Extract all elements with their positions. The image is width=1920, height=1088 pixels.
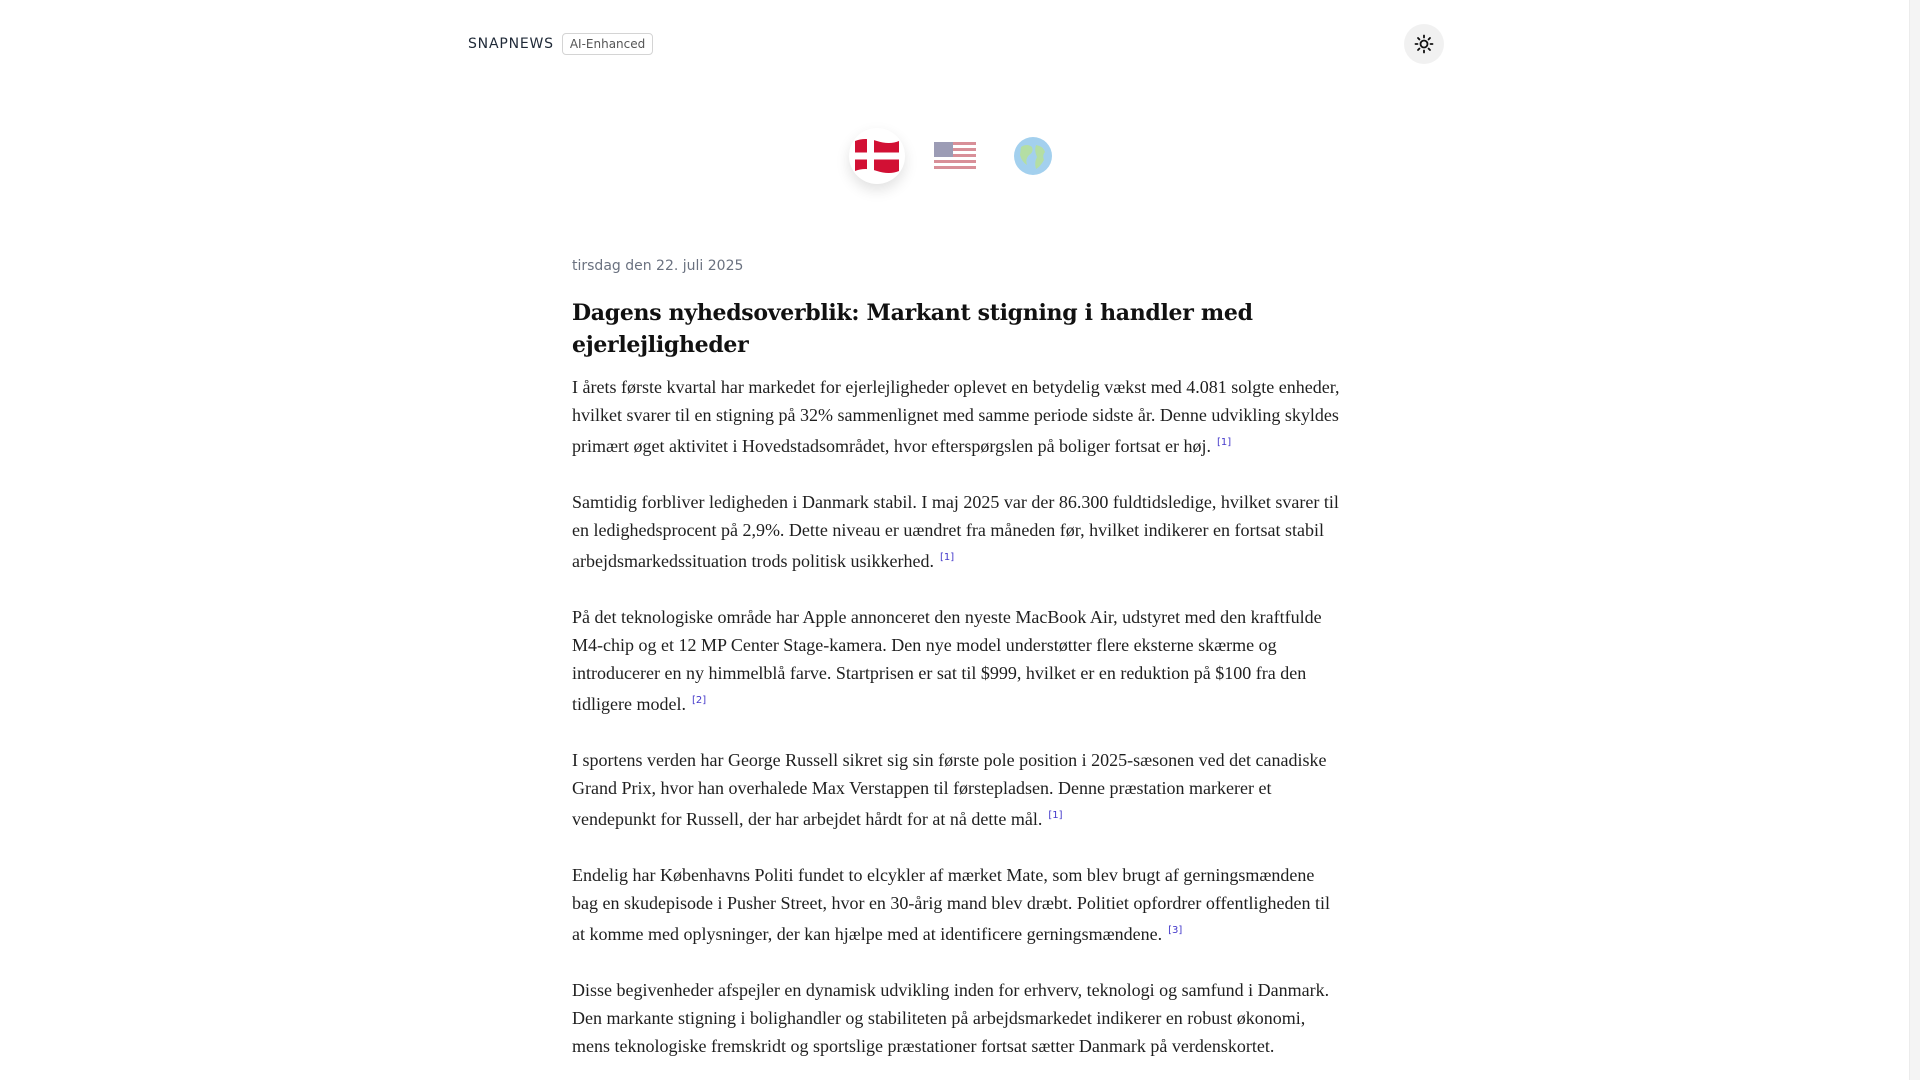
article	[572, 255, 1342, 1088]
theme-toggle-button[interactable]	[1404, 24, 1444, 64]
article-paragraph	[572, 861, 1342, 948]
language-option-english[interactable]	[927, 128, 983, 184]
paragraph-text: I årets første kvartal har markedet for ejerlejligheder oplevet en betydelig vækst med 4.081 solgte enheder, hvilket svarer til en stigning på 32% sammenlignet med samme periode sidste år. Denne udvikling skyldes primært øget aktivitet i Hovedstadsområdet, hvor efterspørgslen på boliger fortsat er høj.	[572, 377, 1340, 456]
article-paragraph	[572, 746, 1342, 833]
danish-flag-icon	[852, 135, 902, 177]
paragraph-text: På det teknologiske område har Apple annonceret den nyeste MacBook Air, udstyret med den kraftfulde M4-chip og et 12 MP Center Stage-kamera. Den nye model understøtter flere eksterne skærme og introducerer en ny himmelblå farve. Startprisen er sat til $999, hvilket er en reduktion på $100 fra den tidligere model.	[572, 607, 1322, 714]
us-flag-icon	[932, 138, 978, 174]
paragraph-text: Samtidig forbliver ledigheden i Danmark stabil. I maj 2025 var der 86.300 fuldtidsledige, hvilket svarer til en ledighedsprocent på 2,9%. Dette niveau er uændret fra måneden før, hvilket indikerer en fortsat stabil arbejdsmarkedssituation trods politisk usikkerhed.	[572, 492, 1339, 571]
ai-enhanced-badge: AI-Enhanced	[562, 33, 653, 55]
paragraph-text: Disse begivenheder afspejler en dynamisk udvikling inden for erhverv, teknologi og samfund i Danmark. Den markante stigning i bolighandler og stabiliteten på arbejdsmarkedet indikerer en robust økonomi, mens teknologiske fremskridt og sportslige præstationer fortsat sætter Danmark på verdenskortet.	[572, 980, 1330, 1056]
citation-link[interactable]: [3]	[1168, 925, 1183, 936]
brand-name[interactable]: SNAPNEWS	[468, 36, 554, 52]
article-paragraph	[572, 373, 1342, 460]
article-date: tirsdag den 22. juli 2025	[572, 258, 744, 274]
citation-link[interactable]: [1]	[1217, 437, 1232, 448]
article-paragraph	[572, 603, 1342, 718]
citation-link[interactable]: [1]	[939, 552, 955, 563]
site-header	[468, 24, 1444, 64]
article-paragraph	[572, 488, 1342, 575]
language-selector	[0, 128, 1910, 184]
paragraph-text: I sportens verden har George Russell sikret sig sin første pole position i 2025-sæsonen ved det canadiske Grand Prix, hvor han overhalede Max Verstappen til førstepladsen. Denne præstation markerer et vendepunkt for Russell, der har arbejdet hårdt for at nå dette mål.	[572, 750, 1327, 829]
brand	[468, 33, 653, 55]
globe-icon	[1012, 135, 1054, 177]
language-option-danish[interactable]	[849, 128, 905, 184]
sun-icon	[1414, 34, 1434, 54]
paragraph-text: Endelig har Københavns Politi fundet to elcykler af mærket Mate, som blev brugt af gerningsmændene bag en skudepisode i Pusher Street, hvor en 30-årig mand blev dræbt. Politiet opfordrer offentligheden til at komme med oplysninger, der kan hjælpe med at identificere gerningsmændene.	[572, 865, 1331, 944]
language-option-global[interactable]	[1005, 128, 1061, 184]
article-paragraph	[572, 976, 1342, 1060]
citation-link[interactable]: [1]	[1048, 810, 1063, 821]
page-scrollbar[interactable]	[1909, 0, 1920, 1080]
citation-link[interactable]: [2]	[691, 695, 707, 706]
article-title: Dagens nyhedsoverblik: Markant stigning i handler med ejerlejligheder	[572, 300, 1253, 358]
